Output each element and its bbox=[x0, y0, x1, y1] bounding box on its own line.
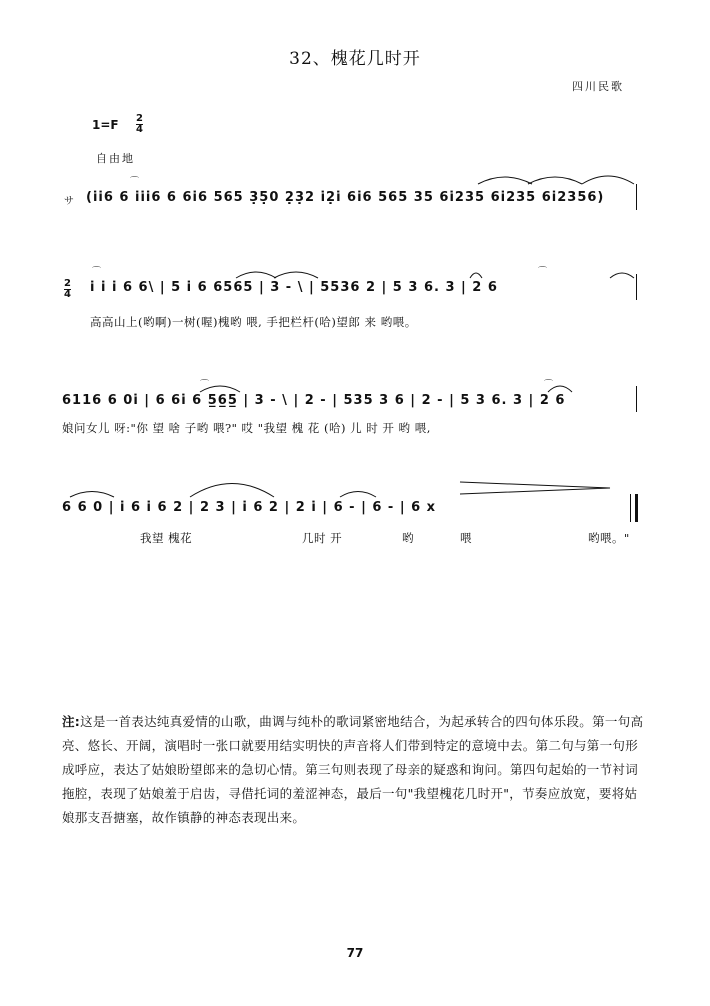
score-line-4-lyrics-a: 我望 槐花 bbox=[140, 531, 193, 545]
score-line-2-lyrics: 高高山上(哟啊)一树(喔)槐哟 喂, 手把栏杆(哈)望郎 来 哟喂。 bbox=[90, 315, 417, 329]
slur bbox=[528, 177, 582, 184]
slur bbox=[582, 176, 634, 184]
meter-top: 2 bbox=[136, 113, 143, 124]
key-signature: 1=F bbox=[92, 118, 119, 132]
score-line-2-notes: i̇ i̇ i̇ 6 6\ | 5 i̇ 6 6565 | 3 - \ | 5536 2 | 5 3 6. 3 | 2 6 bbox=[90, 280, 498, 295]
fermata: ⌒ bbox=[544, 380, 554, 390]
crescendo-hairpin bbox=[460, 482, 610, 494]
score-line-1-notes: (i̇i̇6 6 i̇i̇i̇6 6 6i̇6 565 3̣5̣0 2̣3̣2 i̇2̣i̇ 6i̇6 565 35 6i̇235 6i̇235 6i̇2356) bbox=[86, 190, 605, 205]
fermata: ⌒ bbox=[200, 380, 210, 390]
slur bbox=[340, 492, 376, 498]
fermata: ⌒ bbox=[130, 177, 140, 187]
meter-bottom: 4 bbox=[136, 124, 143, 135]
song-source: 四川民歌 bbox=[572, 80, 624, 93]
score-line-4-lyrics-c: 哟 bbox=[402, 531, 414, 545]
free-meter-mark: サ bbox=[64, 196, 75, 207]
score-line-4-lyrics-e: 哟喂。" bbox=[588, 531, 630, 545]
score-line-4-lyrics-b: 几时 开 bbox=[302, 531, 343, 545]
annotation-label: 注: bbox=[62, 714, 81, 729]
score-line-4-notes: 6 6 0 | i̇ 6 i̇ 6 2 | 2 3 | i̇ 6 2 | 2 i̇ | 6 - | 6 - | 6 x bbox=[62, 500, 437, 515]
slur bbox=[190, 484, 274, 498]
score-line-4-lyrics-d: 喂 bbox=[460, 531, 472, 545]
fermata: ⌒ bbox=[538, 267, 548, 277]
slur bbox=[70, 492, 114, 498]
score-line-3-lyrics: 娘问女儿 呀:"你 望 啥 子哟 喂?" 哎 "我望 槐 花 (哈) 儿 时 开 哟 喂, bbox=[62, 421, 431, 435]
annotation-text: 这是一首表达纯真爱情的山歌，曲调与纯朴的歌词紧密地结合，为起承转合的四句体乐段。第一句高亮、悠长、开阔，演唱时一张口就要用结实明快的声音将人们带到特定的意境中去。第二句与第一句形成呼应，表达了姑娘盼望郎来的急切心情。第三句则表现了母亲的疑惑和询问。第四句起始的一节衬词拖腔，表现了姑娘羞于启齿，寻借托词的羞涩神态，最后一句"我望槐花几时开"，节奏应放宽，要将姑娘那支吾搪塞，故作镇静的神态表现出来。 bbox=[62, 714, 644, 825]
score-line-3-notes: 6116 6 0i̇ | 6 6i̇ 6 5̲6̲5̲ | 3 - \ | 2 - | 535 3 6 | 2 - | 5 3 6. 3 | 2 6 bbox=[62, 393, 566, 408]
song-title: 32、槐花几时开 bbox=[289, 49, 421, 69]
slur bbox=[274, 272, 318, 278]
line-2-meter-top: 2 bbox=[64, 278, 71, 289]
slur bbox=[478, 177, 532, 184]
annotation-paragraph bbox=[62, 710, 648, 830]
line-2-meter-bottom: 4 bbox=[64, 289, 71, 300]
fermata: ⌒ bbox=[92, 267, 102, 277]
slur bbox=[236, 272, 276, 278]
page-number: 77 bbox=[346, 946, 364, 960]
tempo-marking: 自由地 bbox=[96, 152, 135, 165]
slur bbox=[470, 273, 482, 278]
slur bbox=[610, 273, 634, 278]
